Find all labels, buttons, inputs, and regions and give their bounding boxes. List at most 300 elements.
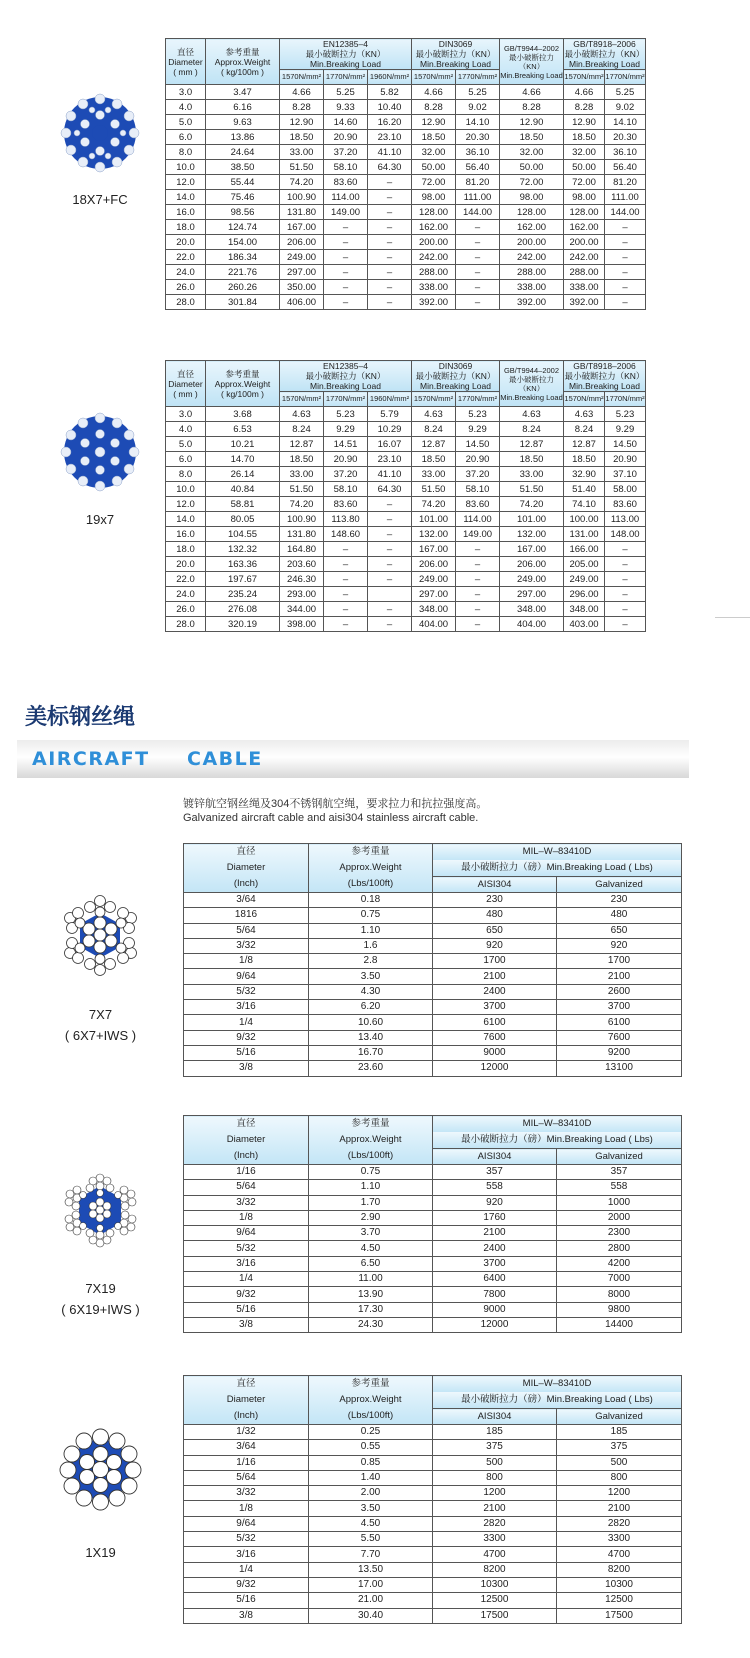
table-cell: – <box>605 220 646 235</box>
table-row <box>184 1486 682 1501</box>
table-cell: 131.80 <box>280 527 324 542</box>
table-cell: 9.33 <box>324 100 368 115</box>
table-cell: 41.10 <box>368 145 412 160</box>
table-cell: 9/64 <box>184 1516 309 1531</box>
table-cell: 14.10 <box>456 115 500 130</box>
table-cell: – <box>368 572 412 587</box>
table-cell: 2100 <box>433 1226 557 1241</box>
table-cell: 23.10 <box>368 130 412 145</box>
table-cell <box>368 587 412 602</box>
table-cell: 33.00 <box>280 467 324 482</box>
table-body <box>166 407 646 632</box>
table-cell: 348.00 <box>500 602 564 617</box>
table-cell: 480 <box>433 908 557 923</box>
table-cell: 128.00 <box>564 205 605 220</box>
table-row <box>184 1455 682 1470</box>
table-row <box>166 145 646 160</box>
table-cell: 21.00 <box>309 1593 433 1608</box>
table-cell: 7600 <box>433 1030 557 1045</box>
table-cell: 800 <box>557 1470 682 1485</box>
table-cell: 149.00 <box>324 205 368 220</box>
table-cell: 58.81 <box>206 497 280 512</box>
table-cell: 242.00 <box>564 250 605 265</box>
table-cell: 132.00 <box>412 527 456 542</box>
table-cell: 5.25 <box>605 85 646 100</box>
table-cell: 12000 <box>433 1061 557 1076</box>
table-cell: 185 <box>433 1425 557 1440</box>
table-cell: 12.0 <box>166 497 206 512</box>
table-cell: 9.02 <box>456 100 500 115</box>
table-cell: 17.30 <box>309 1302 433 1317</box>
table-cell: 18.50 <box>564 452 605 467</box>
table-row <box>166 280 646 295</box>
table-cell: 3300 <box>433 1532 557 1547</box>
table-cell: 5/64 <box>184 923 309 938</box>
table-cell: 18.50 <box>500 452 564 467</box>
table-row <box>184 908 682 923</box>
table-cell: 14.50 <box>456 437 500 452</box>
table-cell: 1/4 <box>184 1015 309 1030</box>
table-cell: 0.25 <box>309 1425 433 1440</box>
table-cell: 18.50 <box>280 130 324 145</box>
table-cell: – <box>456 280 500 295</box>
table-cell: 12.87 <box>500 437 564 452</box>
table-cell: 7000 <box>557 1272 682 1287</box>
table-row <box>184 1165 682 1180</box>
table-cell: 163.36 <box>206 557 280 572</box>
table-cell: 200.00 <box>564 235 605 250</box>
table-cell: 350.00 <box>280 280 324 295</box>
table-cell: 392.00 <box>412 295 456 310</box>
spec-table-7x19 <box>183 1115 682 1333</box>
table-row <box>166 220 646 235</box>
table-cell: 28.0 <box>166 295 206 310</box>
table-cell: 100.90 <box>280 512 324 527</box>
table-cell: 14.0 <box>166 512 206 527</box>
table-cell: 3.47 <box>206 85 280 100</box>
table-cell: 3/16 <box>184 1547 309 1562</box>
table-cell: – <box>605 587 646 602</box>
table-cell: 650 <box>557 923 682 938</box>
table-cell: 3.0 <box>166 407 206 422</box>
table-cell: – <box>605 617 646 632</box>
table-cell: 9.63 <box>206 115 280 130</box>
table-cell: – <box>368 497 412 512</box>
table-cell: 1.10 <box>309 1180 433 1195</box>
table-cell: – <box>368 512 412 527</box>
grade-header: 1570N/mm² <box>412 70 456 85</box>
table-cell: 113.00 <box>605 512 646 527</box>
table-cell: 5.23 <box>605 407 646 422</box>
table-cell: 12.90 <box>412 115 456 130</box>
aircraft-cable-banner <box>17 740 689 778</box>
table-cell: 6100 <box>557 1015 682 1030</box>
table-cell: 2820 <box>557 1516 682 1531</box>
weight-header: 参考重量 Approx.Weight (Lbs/100ft) <box>309 1116 433 1165</box>
table-cell: 98.00 <box>500 190 564 205</box>
table-cell: 297.00 <box>280 265 324 280</box>
table-cell: 101.00 <box>412 512 456 527</box>
table-cell: 249.00 <box>564 572 605 587</box>
table-cell: 2.90 <box>309 1210 433 1225</box>
table-cell: 28.0 <box>166 617 206 632</box>
table-cell: 64.30 <box>368 160 412 175</box>
table-row <box>166 437 646 452</box>
table-cell: 3700 <box>433 1256 557 1271</box>
table-cell: 230 <box>433 893 557 908</box>
table-row <box>166 407 646 422</box>
table-cell: 36.10 <box>605 145 646 160</box>
aisi304-header: AISI304 <box>433 877 557 893</box>
table-cell: – <box>368 602 412 617</box>
en12385-header: EN12385–4 最小破断拉力（KN） Min.Breaking Load <box>280 361 412 392</box>
table-cell: 246.30 <box>280 572 324 587</box>
table-cell: 9/64 <box>184 1226 309 1241</box>
table-cell: 37.20 <box>324 145 368 160</box>
table-cell: 124.74 <box>206 220 280 235</box>
table-cell: 98.00 <box>564 190 605 205</box>
table-cell: 20.0 <box>166 235 206 250</box>
table-cell: 131.00 <box>564 527 605 542</box>
table-cell: 51.50 <box>412 482 456 497</box>
table-cell: 4.50 <box>309 1516 433 1531</box>
table-cell: 1.10 <box>309 923 433 938</box>
table-cell: – <box>368 175 412 190</box>
table-cell: 7800 <box>433 1287 557 1302</box>
table-cell: 186.34 <box>206 250 280 265</box>
table-cell: 20.0 <box>166 557 206 572</box>
table-cell: 2.8 <box>309 954 433 969</box>
table-cell: – <box>324 587 368 602</box>
table-cell: 4.63 <box>500 407 564 422</box>
table-cell: 56.40 <box>456 160 500 175</box>
table-cell: 162.00 <box>564 220 605 235</box>
spec-table-19x7 <box>165 360 646 632</box>
table-cell: 12500 <box>433 1593 557 1608</box>
table-row <box>166 265 646 280</box>
grade-header: 1570N/mm² <box>280 392 324 407</box>
table-cell: 23.10 <box>368 452 412 467</box>
table-cell: 203.60 <box>280 557 324 572</box>
table-cell: 58.00 <box>605 482 646 497</box>
table-cell: 4.66 <box>500 85 564 100</box>
table-cell: 348.00 <box>412 602 456 617</box>
table-cell: 26.0 <box>166 602 206 617</box>
table-cell: 12.0 <box>166 175 206 190</box>
table-cell: 404.00 <box>412 617 456 632</box>
table-cell: – <box>456 602 500 617</box>
table-cell: 296.00 <box>564 587 605 602</box>
grade-header: 1770N/mm² <box>456 392 500 407</box>
table-cell: 22.0 <box>166 250 206 265</box>
table-cell: 288.00 <box>412 265 456 280</box>
table-cell: 8.24 <box>500 422 564 437</box>
table-cell: 162.00 <box>412 220 456 235</box>
table-cell: 1/8 <box>184 954 309 969</box>
table-cell: 4.63 <box>564 407 605 422</box>
table-cell: 128.00 <box>500 205 564 220</box>
table-cell: 75.46 <box>206 190 280 205</box>
table-row <box>184 1061 682 1076</box>
table-cell: 98.56 <box>206 205 280 220</box>
table-cell: 404.00 <box>500 617 564 632</box>
table-cell: 12500 <box>557 1593 682 1608</box>
table-cell: 6.0 <box>166 452 206 467</box>
table-cell: 12.87 <box>412 437 456 452</box>
table-cell: 357 <box>433 1165 557 1180</box>
table-cell: 3/64 <box>184 1440 309 1455</box>
table-row <box>166 587 646 602</box>
table-cell: 83.60 <box>324 497 368 512</box>
rope-caption: 19x7 <box>85 512 115 527</box>
table-cell: – <box>456 587 500 602</box>
table-row <box>184 1210 682 1225</box>
table-row <box>166 85 646 100</box>
table-cell: – <box>456 220 500 235</box>
table-cell: 3700 <box>433 1000 557 1015</box>
table-cell: 14.51 <box>324 437 368 452</box>
table-cell: 20.90 <box>324 130 368 145</box>
table-cell: 206.00 <box>500 557 564 572</box>
table-body <box>166 85 646 310</box>
table-cell: 1/8 <box>184 1210 309 1225</box>
table-cell: 37.10 <box>605 467 646 482</box>
table-cell: 1816 <box>184 908 309 923</box>
rope-caption-sub: ( 6X19+IWS ) <box>61 1302 140 1317</box>
table-cell: – <box>324 617 368 632</box>
gbt8918-header: GB/T8918–2006 最小破断拉力（KN） Min.Breaking Load <box>564 361 645 391</box>
table-cell: 8.24 <box>412 422 456 437</box>
grade-header: 1960N/mm² <box>368 70 412 85</box>
table-row <box>166 160 646 175</box>
weight-header: 参考重量 Approx.Weight ( kg/100m ) <box>206 361 280 407</box>
table-cell: 4.50 <box>309 1241 433 1256</box>
table-cell: 7.70 <box>309 1547 433 1562</box>
table-cell: 2100 <box>433 969 557 984</box>
strand-wires <box>60 1429 141 1510</box>
table-cell: 12.90 <box>280 115 324 130</box>
breaking-load-header: 最小破断拉力（磅）Min.Breaking Load ( Lbs) <box>433 1132 682 1149</box>
table-cell: 1/4 <box>184 1272 309 1287</box>
table-cell: 36.10 <box>456 145 500 160</box>
table-cell: 197.67 <box>206 572 280 587</box>
table-cell: 20.90 <box>456 452 500 467</box>
table-cell: – <box>368 617 412 632</box>
table-cell: – <box>368 265 412 280</box>
table-cell: 6.53 <box>206 422 280 437</box>
table-row <box>184 984 682 999</box>
table-row <box>166 452 646 467</box>
table-row <box>166 190 646 205</box>
rope-cross-section-icon <box>58 893 143 978</box>
table-cell: 8.28 <box>500 100 564 115</box>
table-cell: 5.82 <box>368 85 412 100</box>
table-cell: – <box>605 542 646 557</box>
table-cell: – <box>324 280 368 295</box>
rope-image-7x19 <box>58 1168 143 1253</box>
table-cell: 74.20 <box>280 175 324 190</box>
table-cell: 149.00 <box>456 527 500 542</box>
banner-word-2: CABLE <box>187 748 263 770</box>
table-cell: 338.00 <box>500 280 564 295</box>
table-cell: 5/32 <box>184 1532 309 1547</box>
galvanized-header: Galvanized <box>557 877 682 893</box>
table-cell: 4200 <box>557 1256 682 1271</box>
table-cell: 17.00 <box>309 1577 433 1592</box>
table-cell: 338.00 <box>564 280 605 295</box>
table-cell: 5.0 <box>166 437 206 452</box>
table-cell: 167.00 <box>412 542 456 557</box>
table-cell: 221.76 <box>206 265 280 280</box>
table-row <box>184 1256 682 1271</box>
table-cell: 205.00 <box>564 557 605 572</box>
table-row <box>166 467 646 482</box>
table-row <box>184 1317 682 1332</box>
banner-word-1: AIRCRAFT <box>32 748 150 770</box>
table-cell: 5/32 <box>184 984 309 999</box>
table-cell: 8.28 <box>280 100 324 115</box>
gbt9944-header: GB/T9944–2002 最小破断拉力 （KN） Min.Breaking Load <box>500 361 564 407</box>
table-row <box>166 557 646 572</box>
table-cell: – <box>324 235 368 250</box>
table-cell: 101.00 <box>500 512 564 527</box>
table-cell: 4.63 <box>412 407 456 422</box>
table-cell: 288.00 <box>500 265 564 280</box>
table-cell: 51.40 <box>564 482 605 497</box>
table-cell: 2100 <box>433 1501 557 1516</box>
table-cell: 24.64 <box>206 145 280 160</box>
table-cell: – <box>368 542 412 557</box>
table-cell: 0.75 <box>309 908 433 923</box>
table-row <box>184 1030 682 1045</box>
table-cell: 301.84 <box>206 295 280 310</box>
rope-caption: 18X7+FC <box>72 192 128 207</box>
table-cell: 5/16 <box>184 1045 309 1060</box>
table-row <box>184 1577 682 1592</box>
table-cell: – <box>324 295 368 310</box>
table-cell: – <box>605 572 646 587</box>
table-row <box>184 1272 682 1287</box>
table-cell: 64.30 <box>368 482 412 497</box>
table-cell: 16.0 <box>166 527 206 542</box>
table-row <box>184 969 682 984</box>
table-cell: 18.50 <box>564 130 605 145</box>
table-cell: 100.90 <box>280 190 324 205</box>
table-cell: 3300 <box>557 1532 682 1547</box>
table-cell: 166.00 <box>564 542 605 557</box>
table-cell: 5/64 <box>184 1180 309 1195</box>
table-cell: 398.00 <box>280 617 324 632</box>
table-cell: 5/64 <box>184 1470 309 1485</box>
table-cell: 131.80 <box>280 205 324 220</box>
table-cell: 13.86 <box>206 130 280 145</box>
table-row <box>166 250 646 265</box>
table-cell: 406.00 <box>280 295 324 310</box>
table-row <box>166 602 646 617</box>
table-cell: 2300 <box>557 1226 682 1241</box>
table-cell: 13100 <box>557 1061 682 1076</box>
table-cell: 14.0 <box>166 190 206 205</box>
table-cell: 8.0 <box>166 145 206 160</box>
table-row <box>184 1302 682 1317</box>
table-cell: 4.0 <box>166 100 206 115</box>
table-cell: 12.87 <box>280 437 324 452</box>
table-row <box>184 1000 682 1015</box>
table-cell: 37.20 <box>324 467 368 482</box>
table-cell: 10.29 <box>368 422 412 437</box>
rope-cross-section-icon <box>58 1427 143 1512</box>
table-cell: 260.26 <box>206 280 280 295</box>
diameter-header: 直径 Diameter ( mm ) <box>166 361 206 407</box>
table-cell: 6.16 <box>206 100 280 115</box>
table-cell: 480 <box>557 908 682 923</box>
table-cell: 249.00 <box>412 572 456 587</box>
table-cell: 50.00 <box>500 160 564 175</box>
table-cell: 113.80 <box>324 512 368 527</box>
aisi304-header: AISI304 <box>433 1409 557 1425</box>
table-cell: 1/32 <box>184 1425 309 1440</box>
table-cell: 9200 <box>557 1045 682 1060</box>
section-title: 美标钢丝绳 <box>25 705 136 730</box>
table-cell: – <box>605 265 646 280</box>
table-cell: 2100 <box>557 1501 682 1516</box>
table-row <box>184 1425 682 1440</box>
table-cell: 20.30 <box>605 130 646 145</box>
table-cell: 72.00 <box>564 175 605 190</box>
table-cell: 5.23 <box>324 407 368 422</box>
table-cell: 3/32 <box>184 1195 309 1210</box>
table-cell: – <box>605 280 646 295</box>
table-cell: 98.00 <box>412 190 456 205</box>
table-cell: 26.14 <box>206 467 280 482</box>
table-cell: 18.50 <box>280 452 324 467</box>
table-cell: – <box>324 572 368 587</box>
table-cell: 558 <box>433 1180 557 1195</box>
table-cell: 132.32 <box>206 542 280 557</box>
rope-caption-sub: ( 6X7+IWS ) <box>64 1028 137 1043</box>
table-cell: 16.07 <box>368 437 412 452</box>
table-row <box>166 100 646 115</box>
table-cell: 5.23 <box>456 407 500 422</box>
table-cell: 144.00 <box>456 205 500 220</box>
table-cell: – <box>324 265 368 280</box>
table-cell: – <box>456 542 500 557</box>
gbt8918-header: GB/T8918–2006 最小破断拉力（KN） Min.Breaking Load <box>564 39 645 69</box>
table-cell: 12.90 <box>564 115 605 130</box>
table-cell: 9000 <box>433 1302 557 1317</box>
grade-header: 1570N/mm² <box>280 70 324 85</box>
table-cell: 8.24 <box>564 422 605 437</box>
grade-header: 1570N/mm² <box>412 392 456 407</box>
table-cell: 3/32 <box>184 1486 309 1501</box>
table-cell: 5/16 <box>184 1302 309 1317</box>
table-cell: 83.60 <box>605 497 646 512</box>
table-cell: 74.10 <box>564 497 605 512</box>
table-cell: 375 <box>433 1440 557 1455</box>
gbt9944-header: GB/T9944–2002 最小破断拉力 （KN） Min.Breaking Load <box>500 39 564 85</box>
table-cell: 2600 <box>557 984 682 999</box>
table-cell: 1700 <box>557 954 682 969</box>
table-cell: 13.40 <box>309 1030 433 1045</box>
rope-caption: 7X19 <box>85 1281 116 1296</box>
table-cell: – <box>324 220 368 235</box>
table-cell: 200.00 <box>412 235 456 250</box>
table-cell: 18.50 <box>500 130 564 145</box>
table-row <box>184 1195 682 1210</box>
table-cell: 10.0 <box>166 482 206 497</box>
table-cell: 74.20 <box>412 497 456 512</box>
grade-header: 1570N/mm² <box>564 392 605 407</box>
